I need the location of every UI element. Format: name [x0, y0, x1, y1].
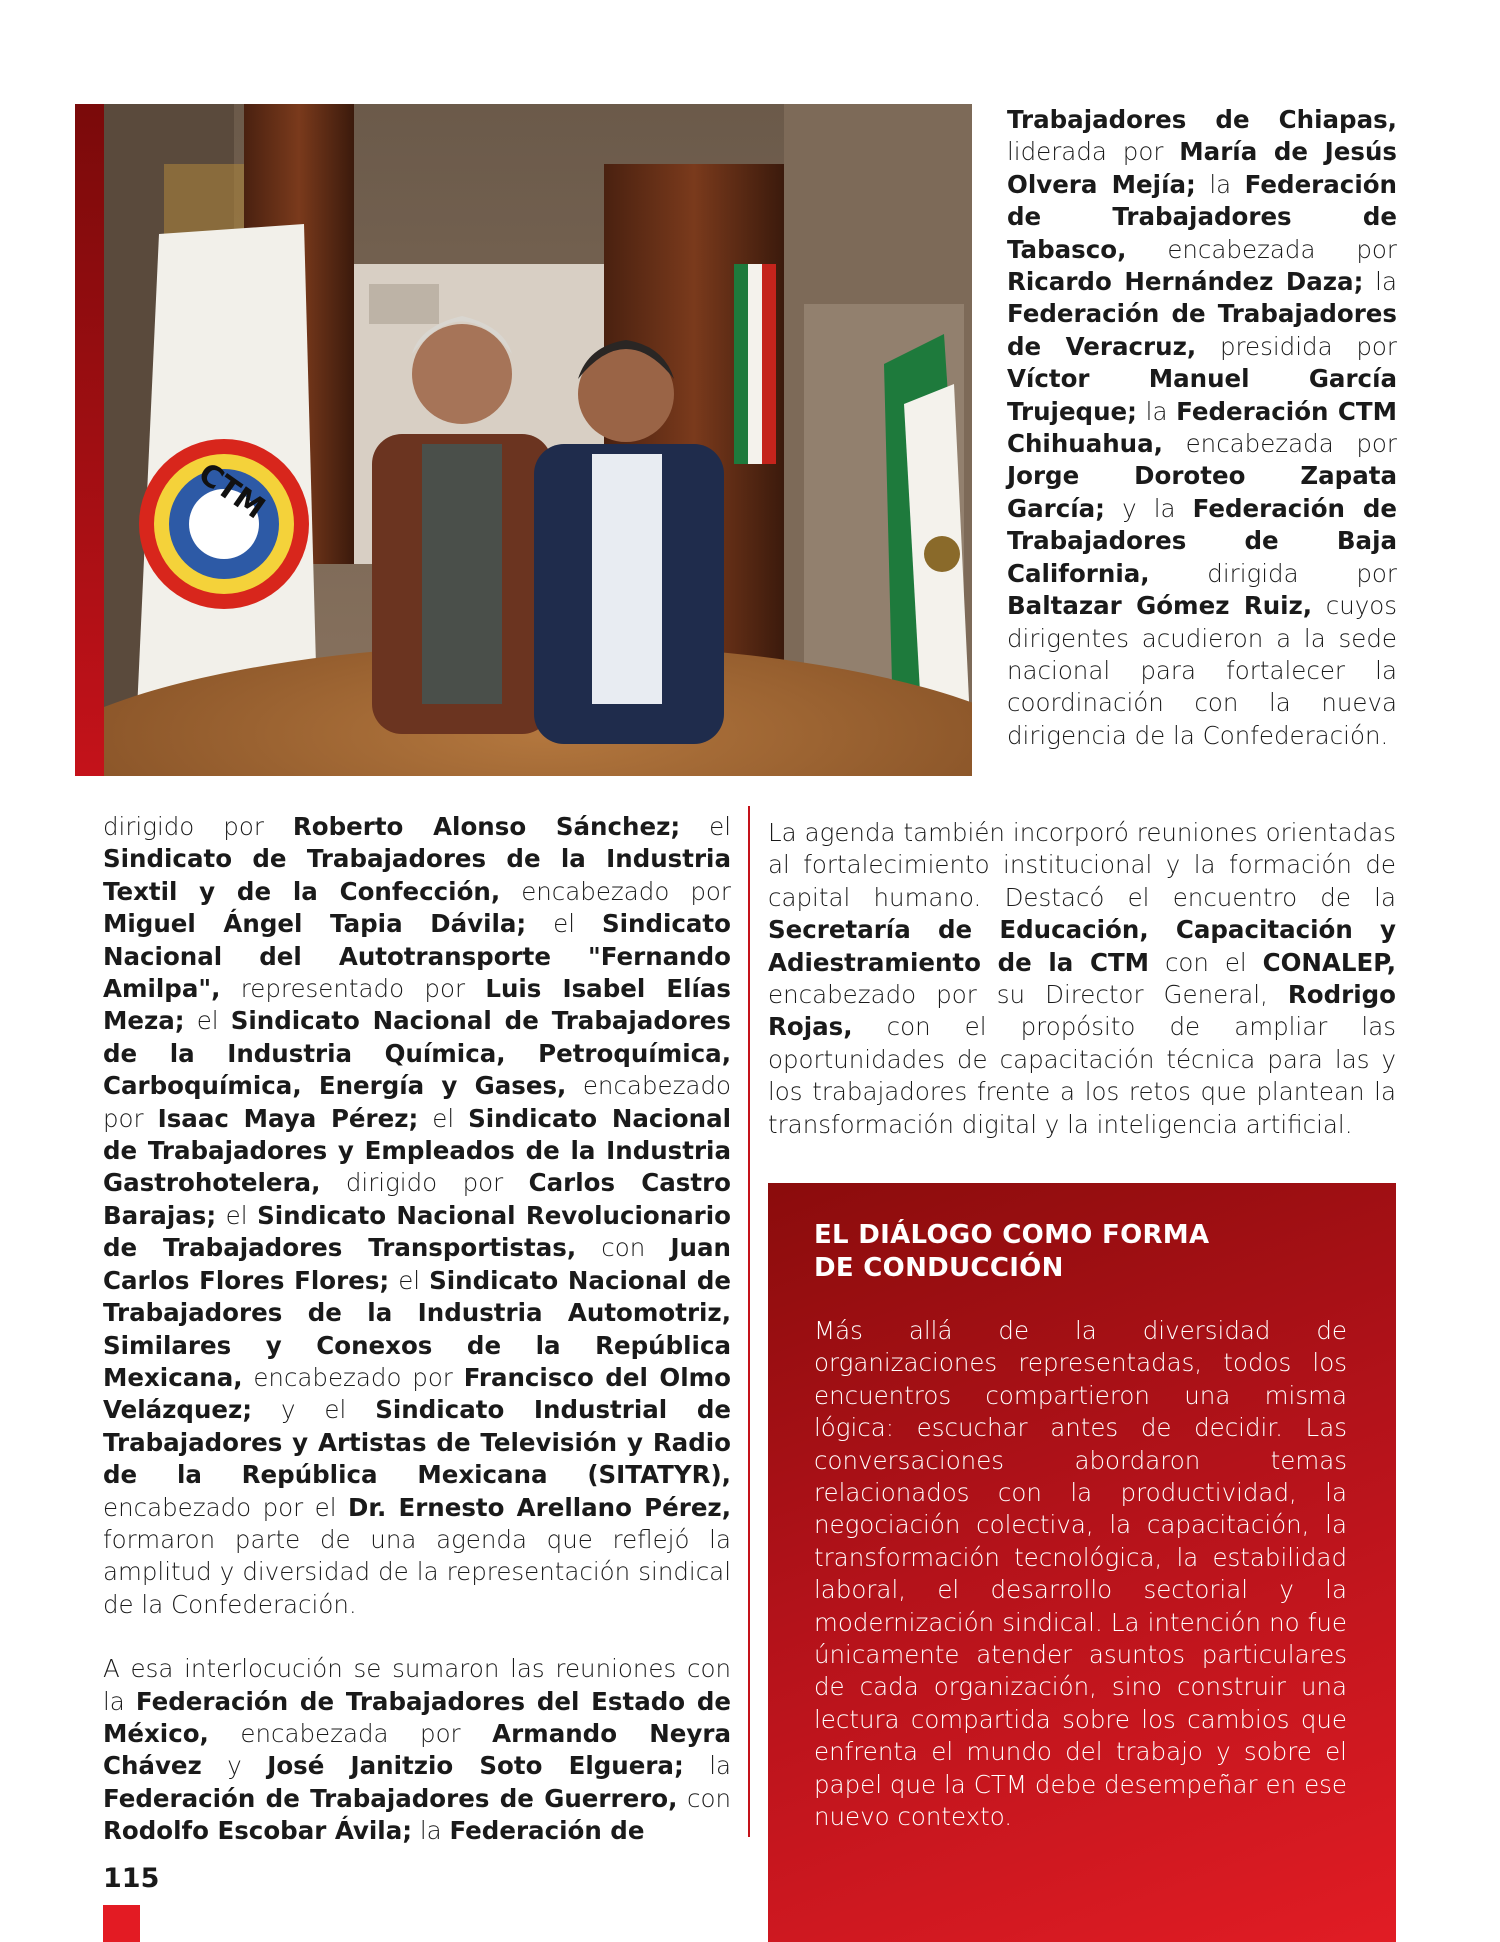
paragraph: Trabajadores de Chiapas, liderada por María de Jesús Olvera Mejía; la Federación de Trabajadores de Tabasco, encabezada por Ricardo Hernández Daza; la Federación de Trabajadores de Veracruz, presidida por Víctor Manuel García Trujeque; la Federación CTM Chihuahua, encabezada por Jorge Doroteo Zapata García; y la Federación de Trabajadores de Baja California, dirigida por Baltazar Gómez Ruiz, cuyos dirigentes acudieron a la sede nacional para fortalecer la coordinación con la nueva dirigencia de la Confederación.: [1007, 105, 1398, 750]
article-column-top-right: [1007, 104, 1397, 752]
bold-name: Dr. Ernesto Arellano Pérez,: [348, 1492, 731, 1522]
photo-accent-bar: [75, 104, 105, 776]
bold-name: CONALEP,: [1262, 947, 1397, 977]
bold-name: Sindicato de Trabajadores de la Industria Textil y de la Confección,: [103, 844, 731, 906]
bold-name: Carlos Castro Barajas;: [103, 1168, 731, 1230]
bold-name: Sindicato Nacional de Trabajadores de la Industria Química, Petroquímica, Carboquímica, Energía y Gases,: [103, 1006, 731, 1101]
box-heading-line: DE CONDUCCIÓN: [814, 1253, 1064, 1283]
bold-name: Luis Isabel Elías Meza;: [103, 974, 731, 1036]
box-body-text: Más allá de la diversidad de organizaciones representadas, todos los encuentros compartieron una misma lógica: escuchar antes de decidir. Las conversaciones abordaron temas relacionados con la productividad, la negociación colectiva, la capacitación, la transformación tecnológica, la estabilidad laboral, el desarrollo sectorial y la modernización sindical. La intención no fue únicamente atender asuntos particulares de cada organización, sino construir una lectura compartida sobre los cambios que enfrenta el mundo del trabajo y sobre el papel que la CTM debe desempeñar en ese nuevo contexto.: [814, 1316, 1347, 1832]
article-column-right: [768, 817, 1396, 1141]
paragraph: A esa interlocución se sumaron las reuniones con la Federación de Trabajadores del Estado de México, encabezada por Armando Neyra Chávez y José Janitzio Soto Elguera; la Federación de Trabajadores de Guerrero, con Rodolfo Escobar Ávila; la Federación de: [103, 1654, 732, 1846]
bold-name: Francisco del Olmo Velázquez;: [103, 1362, 731, 1425]
box-heading: [814, 1219, 1234, 1285]
box-heading-line: EL DIÁLOGO COMO FORMA: [814, 1220, 1210, 1250]
bold-name: Isaac Maya Pérez;: [157, 1103, 419, 1133]
bold-name: Víctor Manuel García Trujeque;: [1007, 364, 1397, 426]
article-photo: [75, 104, 972, 776]
bold-name: Jorge Doroteo Zapata García;: [1007, 461, 1397, 523]
bold-name: Sindicato Nacional de Trabajadores y Empleados de la Industria Gastrohotelera,: [103, 1103, 731, 1198]
bold-name: Federación de Trabajadores de Tabasco,: [1007, 169, 1397, 264]
bold-name: Rodolfo Escobar Ávila;: [103, 1816, 413, 1846]
bold-name: Federación de Trabajadores de Veracruz,: [1007, 299, 1397, 361]
bold-name: Federación de Trabajadores de Guerrero,: [103, 1783, 678, 1813]
bold-name: Federación de Trabajadores del Estado de México,: [103, 1686, 732, 1748]
bold-name: Sindicato Nacional de Trabajadores de la Industria Automotriz, Similares y Conexos de la República Mexicana,: [103, 1265, 731, 1392]
bold-name: Secretaría de Educación, Capacitación y Adiestramiento de la CTM: [768, 915, 1396, 977]
bold-name: Sindicato Nacional del Autotransporte "Fernando Amilpa",: [103, 909, 731, 1004]
highlight-box: [768, 1183, 1396, 1942]
bold-name: Federación de Trabajadores de Baja California,: [1007, 493, 1397, 588]
bold-name: Juan Carlos Flores Flores;: [103, 1233, 731, 1295]
bold-name: Federación de: [449, 1816, 645, 1846]
bold-name: José Janitzio Soto Elguera;: [267, 1751, 684, 1781]
article-column-left: [103, 811, 731, 1848]
bold-name: Miguel Ángel Tapia Dávila;: [103, 909, 527, 939]
paragraph: La agenda también incorporó reuniones orientadas al fortalecimiento institucional y la formación de capital humano. Destacó el encuentro de la Secretaría de Educación, Capacitación y Adiestramiento de la CTM con el CONALEP, encabezado por su Director General, Rodrigo Rojas, con el propósito de ampliar las oportunidades de capacitación técnica para las y los trabajadores frente a los retos que plantean la transformación digital y la inteligencia artificial.: [768, 818, 1397, 1139]
bold-name: Sindicato Industrial de Trabajadores y Artistas de Televisión y Radio de la República Mexicana (SITATYR),: [103, 1395, 731, 1490]
bold-name: Armando Neyra Chávez: [103, 1718, 731, 1781]
bold-name: Baltazar Gómez Ruiz,: [1007, 591, 1313, 621]
bold-name: Rodrigo Rojas,: [768, 980, 1396, 1042]
column-divider: [748, 806, 750, 1837]
ctm-logo-text: CTM: [191, 456, 272, 527]
bold-name: Roberto Alonso Sánchez;: [292, 812, 681, 841]
bold-name: Sindicato Nacional Revolucionario de Trabajadores Transportistas,: [103, 1200, 731, 1263]
bold-name: María de Jesús Olvera Mejía;: [1007, 137, 1397, 199]
bold-name: Ricardo Hernández Daza;: [1007, 267, 1364, 297]
bold-name: Federación CTM Chihuahua,: [1007, 396, 1397, 459]
page-marker-square: [103, 1905, 140, 1942]
paragraph: dirigido por Roberto Alonso Sánchez; el Sindicato de Trabajadores de la Industria Textil y de la Confección, encabezado por Miguel Ángel Tapia Dávila; el Sindicato Nacional del Autotransporte "Fernando Amilpa", representado por Luis Isabel Elías Meza; el Sindicato Nacional de Trabajadores de la Industria Química, Petroquímica, Carboquímica, Energía y Gases, encabezado por Isaac Maya Pérez; el Sindicato Nacional de Trabajadores y Empleados de la Industria Gastrohotelera, dirigido por Carlos Castro Barajas; el Sindicato Nacional Revolucionario de Trabajadores Transportistas, con Juan Carlos Flores Flores; el Sindicato Nacional de Trabajadores de la Industria Automotriz, Similares y Conexos de la República Mexicana, encabezado por Francisco del Olmo Velázquez; y el Sindicato Industrial de Trabajadores y Artistas de Televisión y Radio de la República Mexicana (SITATYR), encabezado por el Dr. Ernesto Arellano Pérez, formaron parte de una agenda que reflejó la amplitud y diversidad de la representación sindical de la Confederación.: [103, 812, 732, 1619]
page-number: 115: [103, 1863, 160, 1894]
photo-two-men-with-flags: [104, 104, 972, 776]
bold-name: Trabajadores de Chiapas,: [1007, 105, 1397, 134]
